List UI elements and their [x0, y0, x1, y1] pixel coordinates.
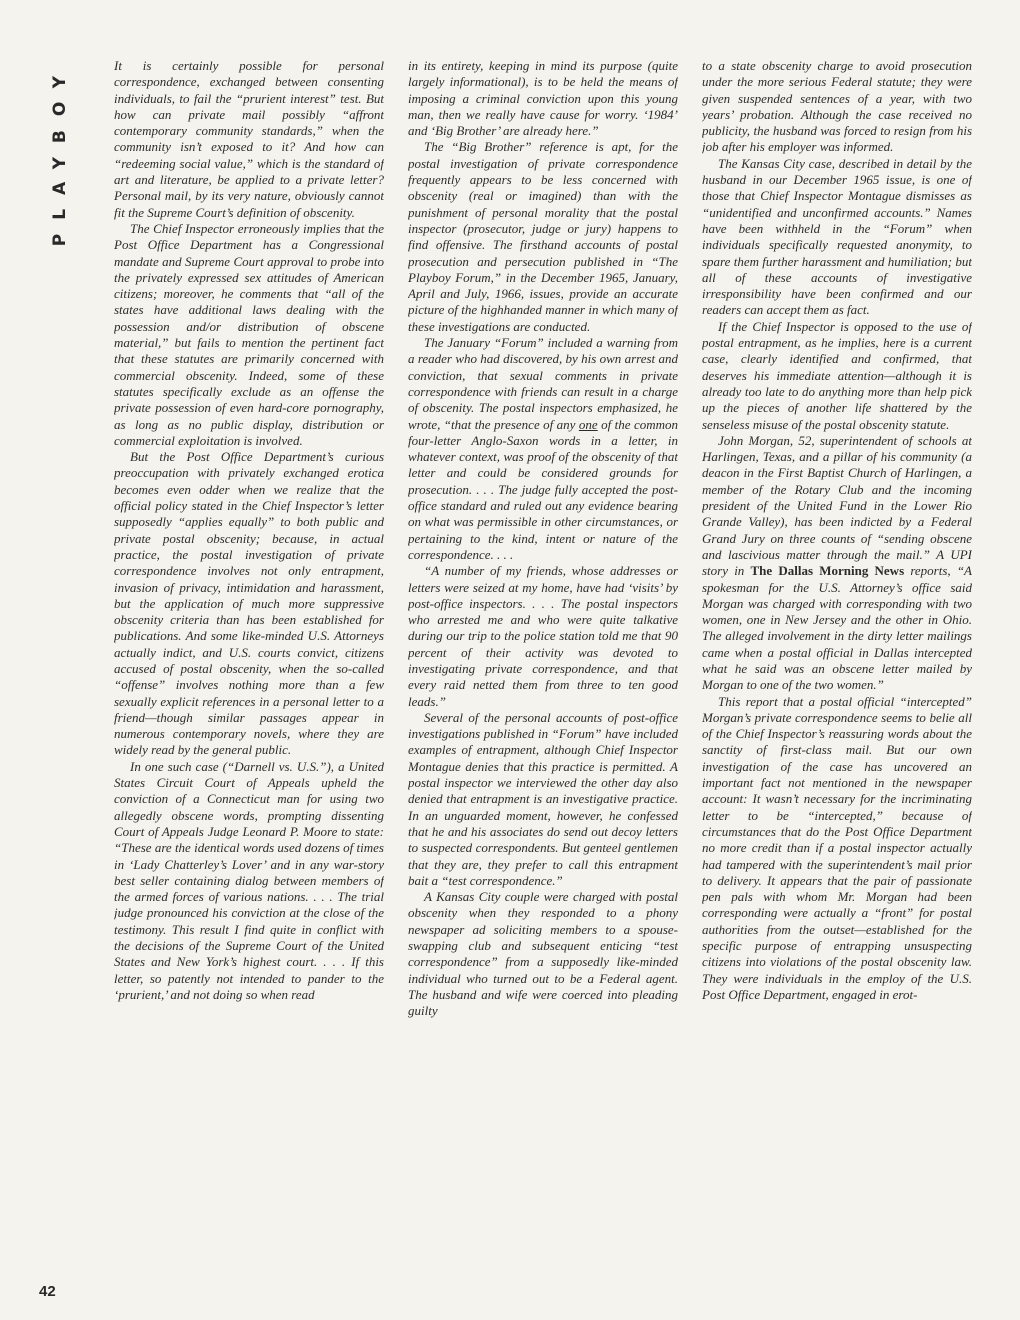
article-columns	[114, 58, 972, 1304]
column-2	[408, 58, 678, 1304]
text-run: The January “Forum” included a warning from a reader who had discovered, by his own arrest and conviction, that sexual comments in private correspondence with friends can result in a charge of obscenity. The postal inspectors emphasized, he wrote, “that the presence of any	[408, 335, 678, 432]
text-run: John Morgan, 52, superintendent of schools at Harlingen, Texas, and a pillar of his community (a deacon in the First Baptist Church of Harlingen, a member of the Rotary Club and the incoming president of the United Fund in the Lower Rio Grande Valley), has been indicted by a Federal Grand Jury on three counts of “sending obscene and lascivious matter through the mail.” A UPI story in	[702, 432, 972, 579]
paragraph: to a state obscenity charge to avoid prosecution under the more serious Federal statute; they were given suspended sentences of a year, with two years’ probation. Although the case received no publicity, the husband was forced to resign from his job after his employer was informed.	[702, 58, 972, 155]
paragraph: It is certainly possible for personal correspondence, exchanged between consenting individuals, to fail the “prurient interest” test. But how can private mail possibly “affront contemporary community standards,” when the community isn’t exposed to it? And how can “redeeming social value,” which is the standard of art and literature, be applied to a private letter? Personal mail, by its very nature, obviously cannot fit the Supreme Court’s definition of obscenity.	[114, 58, 384, 220]
paragraph: In one such case (“Darnell vs. U.S.”), a United States Circuit Court of Appeals upheld the conviction of a Connecticut man for using two allegedly obscene words, prompting dissenting Court of Appeals Judge Leonard P. Moore to state: “These are the identical words used dozens of times in ‘Lady Chatterley’s Lover’ and in any war-story best seller containing dialog between members of the armed forces of various nations. . . . The trial judge pronounced his conviction at the close of the testimony. This result I find quite in conflict with the decisions of the Supreme Court of the United States and New York’s highest court. . . . If this letter, so patently not intended to pander to the ‘prurient,’ and not doing so when read	[114, 758, 384, 1002]
paragraph: Several of the personal accounts of post-office investigations published in “Forum” have included examples of entrapment, although Chief Inspector Montague denies that this practice is permitted. A postal inspector we interviewed the other day also denied that entrapment is an investigative practice. In an unguarded moment, however, he confessed that he and his associates do send out decoy letters to suspected correspondents. But genteel gentlemen that they are, they prefer to call this entrapment bait a “test correspondence.”	[408, 709, 678, 888]
paragraph: The “Big Brother” reference is apt, for the postal investigation of private correspondence frequently appears to be less concerned with obscenity (real or imagined) than with the punishment of personal morality that the postal inspector (prosecutor, judge or jury) happens to find offensive. The firsthand accounts of postal prosecution and persecution published in “The Playboy Forum,” in the December 1965, January, April and July, 1966, issues, provide an accurate picture of the highhanded manner in which many of these investigations are conducted.	[408, 139, 678, 334]
paragraph	[702, 433, 972, 694]
underlined-word: one	[578, 416, 598, 432]
text-run: reports, “A spokesman for the U.S. Attorney’s office said Morgan was charged with corresponding with two women, one in New Jersey and the other in Ohio. The alleged involvement in the dirty letter mailings came when a postal official in Dallas intercepted what he said was an obscene letter mailed by Morgan to one of the two women.”	[702, 563, 972, 693]
column-3	[702, 58, 972, 1304]
paragraph: If the Chief Inspector is opposed to the use of postal entrapment, as he implies, here is a current case, clearly identified and confirmed, that deserves his immediate attention—although it is already too late to do anything more than help pick up the pieces of another life shattered by the senseless misuse of the postal obscenity statute.	[702, 318, 972, 432]
paragraph	[408, 335, 678, 563]
text-run: of the common four-letter Anglo-Saxon words in a letter, in whatever context, was proof of the obscenity of that letter and could be considered grounds for prosecution. . . . The judge fully accepted the post-office standard and ruled out any evidence bearing on what was permissible in other circumstances, or pertaining to the kind, intent or nature of the correspondence. . . .	[408, 416, 678, 562]
paragraph: A Kansas City couple were charged with postal obscenity when they responded to a phony newspaper ad soliciting members to a spouse-swapping club and subsequent enticing “test correspondence” from a supposedly like-minded individual who turned out to be a Federal agent. The husband and wife were coerced into pleading guilty	[408, 889, 678, 1019]
paragraph: in its entirety, keeping in mind its purpose (quite largely informational), is to be held the means of imposing a criminal conviction upon this young man, then we really have cause for worry. ‘1984’ and ‘Big Brother’ are already here.”	[408, 58, 678, 139]
paragraph: But the Post Office Department’s curious preoccupation with privately exchanged erotica becomes even odder when we realize that the official policy stated in the Chief Inspector’s letter supposedly “applies equally” to both public and private postal obscenity; because, in actual practice, the postal investigation of private correspondence involves not only entrapment, invasion of privacy, intimidation and harassment, but the application of much more suppressive obscenity criteria than has been established for publications. And some like-minded U.S. Attorneys actually indict, and U.S. courts convict, citizens accused of postal obscenity, when the so-called “offense” involves nothing more than a few sexually explicit references in a personal letter to a friend—though similar passages appear in numerous contemporary novels, where they are widely read by the general public.	[114, 449, 384, 758]
paragraph: This report that a postal official “intercepted” Morgan’s private correspondence seems to belie all of the Chief Inspector’s reassuring words about the sanctity of first-class mail. But our own investigation of the case has uncovered an important fact not mentioned in the newspaper account: It wasn’t necessary for the incriminating letter to be “intercepted,” because of circumstances that do the Post Office Department no more credit than if a postal inspector actually had tampered with the superintendent’s mail prior to delivery. It appears that the pair of passionate pen pals with whom Mr. Morgan had been corresponding were actually a “front” for postal authorities from the outset—established for the specific purpose of entrapping unsuspecting citizens into violations of the postal obscenity law. They were individuals in the employ of the U.S. Post Office Department, engaged in erot-	[702, 693, 972, 1002]
column-1	[114, 58, 384, 1304]
magazine-brand: PLAYBOY	[50, 62, 70, 247]
paragraph: The Kansas City case, described in detail by the husband in our December 1965 issue, is one of those that Chief Inspector Montague dismisses as “unidentified and unconfirmed accounts.” Names have been withheld in the “Forum” when individuals specifically requested anonymity, to spare them further harassment and humiliation; but all of these accounts of investigative irresponsibility have been confirmed and our readers can accept them as fact.	[702, 155, 972, 318]
newspaper-title: The Dallas Morning News	[750, 563, 905, 579]
paragraph: “A number of my friends, whose addresses or letters were seized at my home, have had ‘visits’ by post-office inspectors. . . . The postal inspectors who arrested me and who were quite talkative during our trip to the police station told me that 90 percent of their activity was devoted to investigating private correspondence, and that every raid netted them from three to ten good leads.”	[408, 563, 678, 709]
page-number: 42	[39, 1283, 56, 1300]
paragraph: The Chief Inspector erroneously implies that the Post Office Department has a Congressional mandate and Supreme Court approval to probe into the privately expressed sex attitudes of American citizens; moreover, he comments that “all of the states have additional laws dealing with the possession and/or distribution of obscene material,” but fails to mention the pertinent fact that these statutes are primarily concerned with commercial obscenity. Indeed, some of these statutes specifically exclude as an offense the private possession of even hard-core pornography, as long as no public display, distribution or commercial exploitation is involved.	[114, 220, 384, 448]
